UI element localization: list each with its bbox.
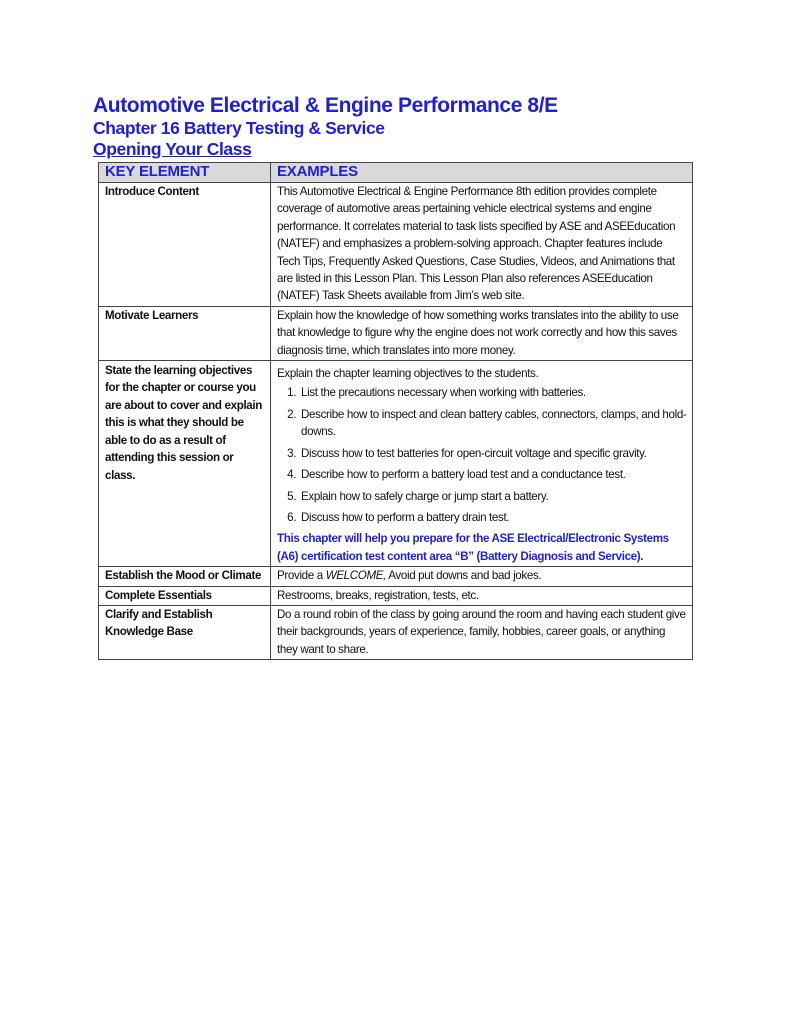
table-row xyxy=(99,586,693,605)
objective-item: 6. Discuss how to perform a battery drain test. xyxy=(299,509,687,526)
section-title: Opening Your Class xyxy=(93,139,252,159)
table-header-row xyxy=(99,163,693,183)
table-row xyxy=(99,361,693,567)
examples-cell: This Automotive Electrical & Engine Performance 8th edition provides complete coverage of automotive areas pertaining vehicle electrical systems and engine performance. It correlates material to task lists specified by ASE and ASEEducation (NATEF) and emphasizes a problem-solving approach. Chapter features include Tech Tips, Frequently Asked Questions, Case Studies, Videos, and Animations that are listed in this Lesson Plan. This Lesson Plan also references ASEEducation (NATEF) Task Sheets available from Jim’s web site. xyxy=(271,183,693,307)
key-element-cell: Clarify and Establish Knowledge Base xyxy=(99,605,271,659)
column-header-examples: EXAMPLES xyxy=(271,163,693,183)
examples-cell: Explain how the knowledge of how something works translates into the ability to use that knowledge to figure why the engine does not work correctly and how this saves diagnosis time, which translates into more money. xyxy=(271,306,693,360)
key-element-cell: Introduce Content xyxy=(99,183,271,307)
examples-cell xyxy=(271,567,693,586)
text: Avoid put downs and bad jokes. xyxy=(386,569,542,583)
objective-item: 2. Describe how to inspect and clean battery cables, connectors, clamps, and hold-downs. xyxy=(299,406,687,441)
key-element-cell: Motivate Learners xyxy=(99,306,271,360)
table-row xyxy=(99,605,693,659)
chapter-title: Chapter 16 Battery Testing & Service xyxy=(93,118,385,138)
column-header-key-element: KEY ELEMENT xyxy=(99,163,271,183)
ase-certification-note: This chapter will help you prepare for the ASE Electrical/Electronic Systems (A6) certification test content area “B” (Battery Diagnosis and Service). xyxy=(277,532,669,563)
table-row xyxy=(99,306,693,360)
objective-item: 5. Explain how to safely charge or jump start a battery. xyxy=(299,488,687,505)
objective-item: 3. Discuss how to test batteries for open-circuit voltage and specific gravity. xyxy=(299,445,687,462)
key-element-cell: Complete Essentials xyxy=(99,586,271,605)
key-element-cell: State the learning objectives for the chapter or course you are about to cover and explain this is what they should be able to do as a result of attending this session or class. xyxy=(99,361,271,567)
examples-cell xyxy=(271,361,693,567)
document-title: Automotive Electrical & Engine Performance 8/E xyxy=(93,94,558,117)
objective-item: 4. Describe how to perform a battery load test and a conductance test. xyxy=(299,466,687,483)
objectives-list xyxy=(277,384,687,526)
objectives-intro: Explain the chapter learning objectives to the students. xyxy=(277,367,539,381)
table-row xyxy=(99,183,693,307)
objective-item: 1. List the precautions necessary when working with batteries. xyxy=(299,384,687,401)
key-element-cell: Establish the Mood or Climate xyxy=(99,567,271,586)
examples-cell: Do a round robin of the class by going around the room and having each student give their backgrounds, years of experience, family, hobbies, career goals, or anything they want to share. xyxy=(271,605,693,659)
welcome-emphasis: WELCOME, xyxy=(325,569,387,583)
examples-cell: Restrooms, breaks, registration, tests, etc. xyxy=(271,586,693,605)
lesson-plan-table xyxy=(98,162,693,660)
text: Provide a xyxy=(277,569,326,583)
table-row xyxy=(99,567,693,586)
document-header xyxy=(93,93,558,160)
